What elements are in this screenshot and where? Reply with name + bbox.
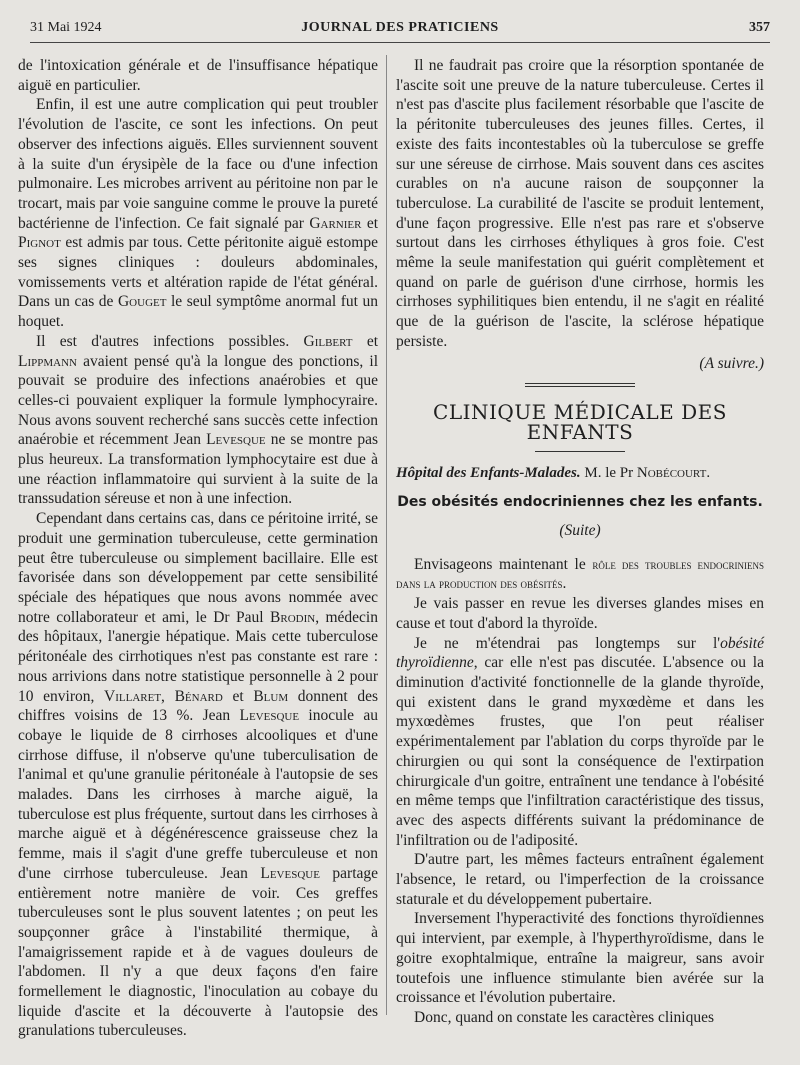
left-column (18, 56, 378, 1041)
right-paragraph-7: Donc, quand on constate les caractères cliniques (414, 1008, 714, 1026)
header-journal-title: JOURNAL DES PRATICIENS (301, 20, 499, 35)
author-name: Brodin (270, 608, 316, 626)
author-name: Blum (253, 687, 289, 705)
header-page-number: 357 (749, 20, 770, 35)
section-title-rule (535, 451, 625, 452)
author-name: Levesque (239, 707, 300, 725)
author-name: Levesque (260, 864, 320, 882)
hospital-name: Hôpital des Enfants-Malades. (396, 464, 581, 481)
section-ornament-rule (525, 383, 635, 387)
right-paragraph-6: Inversement l'hyperactivité des fonctions thyroïdiennes qui intervient, par exemple, à l'hyperthyroïdisme, dans le goitre exophtalmique, entraîne la maigreur, sans avoir toutefois une influence stimulante bien avérée sur la croissance et l'évolution pubertaire. (396, 910, 764, 1007)
hospital-line: Hôpital des Enfants-Malades. M. le Pr Nobécourt. (396, 464, 711, 481)
to-be-continued: (A suivre.) (699, 354, 764, 372)
author-name: Villaret (104, 687, 162, 705)
author-name: Gouget (117, 293, 167, 311)
right-paragraph-4: Je ne m'étendrai pas longtemps sur l'obésité thyroïdienne, car elle n'est pas discutée. L'absence ou la diminution d'activité fonctionnelle de la glande thyroïde, qui existent dans le grand myxœdème et dans les myxœdèmes frustes, que l'on peut réaliser expérimentalement par l'ablation du corps thyroïde par le chirurgien ou qui sont la conséquence de l'extirpation chirurgicale d'un goitre, entraînent une tendance à l'obésité en même temps que l'infiltration caractéristique des tissus, avec des aspects différents suivant la prédominance de l'infiltration ou de l'adiposité. (396, 634, 764, 849)
author-name: Garnier (309, 214, 362, 232)
right-paragraph-2: Envisageons maintenant le rôle des troubles endocriniens dans la production des obésités. (396, 555, 764, 593)
left-paragraph-2: Enfin, il est une autre complication qui peut troubler l'évolution de l'ascite, ce sont les infections. On peut observer des infections aiguës. Elles surviennent souvent à la suite d'un érysipèle de la face ou d'une infection pulmonaire. Les microbes arrivent au péritoine non par le trocart, mais par voie sanguine comme le prouve la pureté bactérienne de l'infection. Ce fait signalé par Garnier et Pignot est admis par tous. Cette péritonite aiguë estompe ses signes cliniques : douleurs abdominales, vomissements verts et altération rapide de l'état général. Dans un cas de Gouget le seul symptôme anormal fut un hoquet. (18, 96, 379, 331)
right-column (396, 56, 764, 1028)
professor-name: Nobécourt (636, 464, 707, 481)
right-paragraph-3: Je vais passer en revue les diverses glandes mises en cause et tout d'abord la thyroïde. (396, 595, 764, 632)
right-paragraph-1: Il ne faudrait pas croire que la résorption spontanée de l'ascite soit une preuve de la nature tuberculeuse. Certes il n'est pas d'ascite plus facilement résorbable que l'ascite de la péritonite tuberculeuses des jeunes filles. Certes, il existe des faits incontestables où la tuberculose se greffe sur une séreuse de cirrhose. Mais souvent dans ces ascites curables on n'a aucune raison de soupçonner la tuberculose. La curabilité de l'ascite se produit lentement, d'une façon progressive. Elle n'est pas rare et s'observe surtout dans les cirrhoses éthyliques à gros foie. C'est même la seule manifestation qui guérit complètement et quand on parle de guérison d'une cirrhose, hormis les cirrhoses syphilitiques bien entendu, il ne s'agit en réalité que de la guérison de l'ascite, la sclérose hépatique persiste. (396, 57, 764, 350)
section-title: CLINIQUE MÉDICALE DES ENFANTS (433, 400, 727, 444)
author-name: Pignot (18, 234, 61, 252)
column-divider (386, 55, 387, 1015)
header-date: 31 Mai 1924 (30, 20, 102, 35)
left-paragraph-4: Cependant dans certains cas, dans ce péritoine irrité, se produit une germination tuberculeuse, cette germination peut être tuberculeuse ou simplement bacillaire. Elle est favorisée dans son développement par cette sensibilité spéciale des hépatiques que nous avons nommée avec notre collaborateur et ami, le Dr Paul Brodin, médecin des hôpitaux, l'anergie hépatique. Mais cette tuberculose péritonéale des cirrhotiques n'est pas constante est rare : nous arrivions dans notre statistique personnelle à 2 pour 10 environ, Villaret, Bénard et Blum donnent des chiffres voisins de 13 %. Jean Levesque inocule au cobaye le liquide de 8 cirrhoses alcooliques et d'une cirrhose diffuse, il n'observe qu'une tuberculisation de l'animal et qu'une granulie péritonéale à l'autopsie de ses malades. Dans les cirrhoses à marche aiguë, la tuberculose est plus fréquente, surtout dans les cirrhoses à marche aiguë et à dégénérescence graisseuse chez la femme, mais il s'agit d'une greffe tuberculeuse et non d'une cirrhose tuberculeuse. Jean Levesque partage entièrement notre manière de voir. Ces greffes tuberculeuses sont le plus souvent latentes ; on peut les soupçonner grâce à l'instabilité thermique, à l'amaigrissement rapide et à de vagues douleurs de l'abdomen. Il n'y a que deux façons d'en faire formellement le diagnostic, l'inoculation au cobaye du liquide d'ascite et la découverte à l'autopsie des granulations tuberculeuses. (18, 510, 379, 1040)
suite-label: (Suite) (559, 522, 601, 540)
right-paragraph-5: D'autre part, les mêmes facteurs entraînent également l'absence, le retard, ou l'imperfection de la croissance staturale et du développement pubertaire. (396, 851, 764, 908)
running-header (30, 20, 770, 43)
author-name: Gilbert (303, 332, 353, 350)
author-name: Bénard (174, 687, 223, 705)
author-name: Lippmann (18, 352, 77, 370)
author-name: Levesque (206, 431, 266, 449)
article-subtitle: Des obésités endocriniennes chez les enfants. (397, 494, 763, 511)
left-paragraph-3: Il est d'autres infections possibles. Gilbert et Lippmann avaient pensé qu'à la longue des ponctions, il pouvait se produire des infections anaérobies et que celles-ci pouvaient expliquer la formule lymphocyraire. Nous avons souvent recherché sans succès cette infection anaérobie et récemment Jean Levesque ne se montre pas plus heureux. La transformation lymphocytaire est due à une réaction inflammatoire qui survient à la suite de la transsudation séreuse et non à une infection. (18, 332, 379, 508)
left-paragraph-1: de l'intoxication générale et de l'insuffisance hépatique aiguë en particulier. (18, 57, 378, 94)
